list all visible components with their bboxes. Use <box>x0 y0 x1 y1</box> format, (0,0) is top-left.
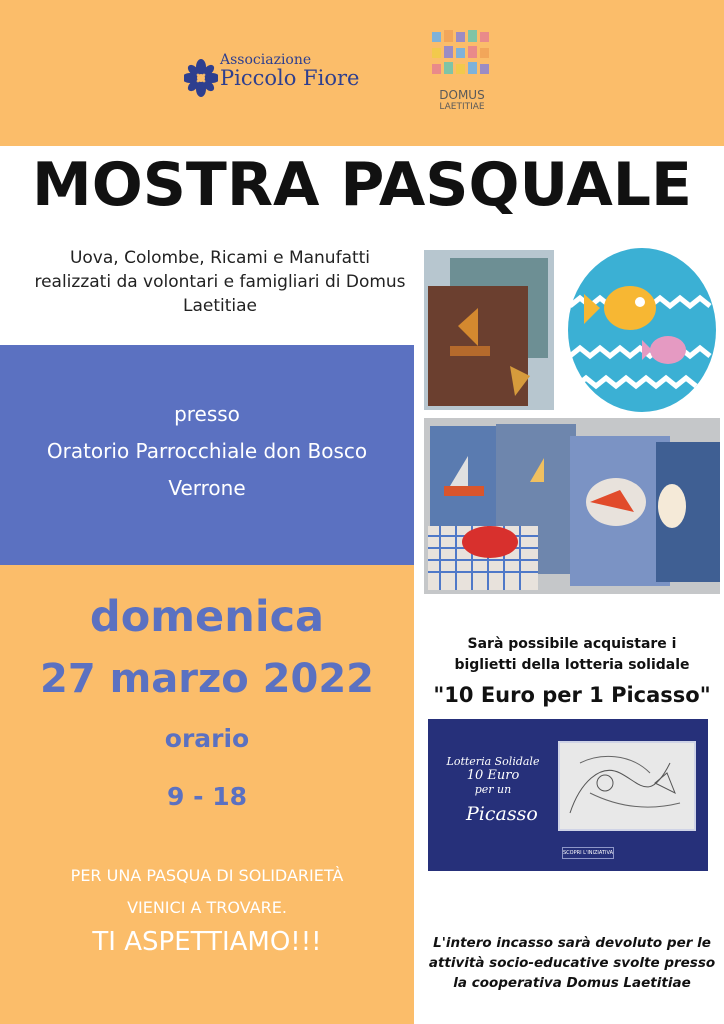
ticket-line-2: 10 Euro <box>466 768 520 783</box>
event-day: domenica <box>89 592 325 642</box>
slogan-line-2: VIENICI A TROVARE. <box>127 898 287 917</box>
lottery-banner <box>428 719 708 871</box>
piccolo-fiore-logo <box>184 52 374 100</box>
crafts-photo-collage <box>420 246 724 596</box>
subtitle: Uova, Colombe, Ricami e Manufatti realizzati da volontari e famigliari di Domus Laetitiae <box>34 248 406 316</box>
ticket-label <box>438 755 548 797</box>
slogan-line-1: PER UNA PASQUA DI SOLIDARIETÀ <box>70 866 344 885</box>
footer-line-1: L'intero incasso sarà devoluto per le <box>433 935 711 951</box>
flower-icon <box>184 58 218 98</box>
footer-line-2: attività socio-educative svolte presso <box>428 955 716 971</box>
event-hours: 9 - 18 <box>167 782 247 811</box>
venue-presso: presso <box>174 402 240 426</box>
association-name: Piccolo Fiore <box>220 66 360 90</box>
venue-name: Oratorio Parrocchiale don Bosco <box>46 439 368 463</box>
footer-line-3: la cooperativa Domus Laetitiae <box>453 975 691 991</box>
discover-initiative-button[interactable]: SCOPRI L'INIZIATIVA <box>562 847 614 859</box>
lottery-intro-line-1: Sarà possibile acquistare i <box>467 636 677 652</box>
lottery-intro <box>420 634 724 676</box>
association-label: Associazione <box>220 52 312 68</box>
event-hours-label: orario <box>164 724 250 753</box>
picasso-drawing <box>558 741 696 831</box>
footer-note <box>420 933 724 993</box>
ticket-picasso: Picasso <box>466 803 538 825</box>
ticket-line-3: per un <box>474 783 512 796</box>
venue-block <box>0 396 414 507</box>
lottery-title: "10 Euro per 1 Picasso" <box>433 683 711 707</box>
venue-town: Verrone <box>168 476 246 500</box>
domus-subname: LAETITIAE <box>439 102 485 112</box>
lottery-intro-line-2: biglietti della lotteria solidale <box>454 657 690 673</box>
domus-laetitiae-logo <box>428 26 496 116</box>
page-title: MOSTRA PASQUALE <box>31 150 693 220</box>
ticket-line-1: Lotteria Solidale <box>446 755 540 768</box>
houses-icon <box>428 26 496 86</box>
slogan-line-3: TI ASPETTIAMO!!! <box>92 927 322 957</box>
domus-name: DOMUS <box>439 88 485 102</box>
slogan-block <box>0 860 414 924</box>
event-date: 27 marzo 2022 <box>39 656 374 702</box>
